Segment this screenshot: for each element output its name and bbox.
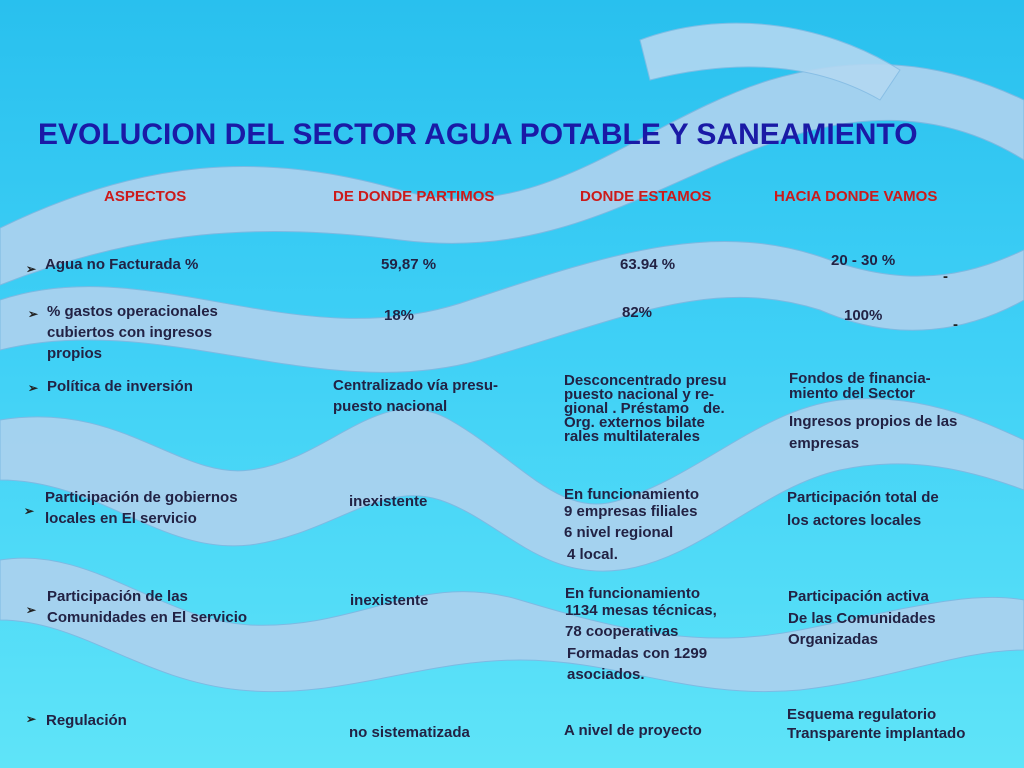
bullet-arrow-icon: ➢	[28, 307, 39, 321]
bullet-arrow-icon: ➢	[26, 603, 37, 617]
from-regulacion: no sistematizada	[349, 724, 470, 741]
to-politica-inversion-line: Ingresos propios de las	[789, 413, 958, 430]
aspect-gastos-operacionales-line: % gastos operacionales	[47, 303, 218, 320]
to-gobiernos-locales-line: Participación total de	[787, 489, 939, 506]
to-comunidades-line: Participación activa	[788, 588, 929, 605]
aspect-comunidades-line: Comunidades en El servicio	[47, 609, 248, 626]
aspect-agua-no-facturada: Agua no Facturada %	[45, 256, 199, 273]
to-regulacion-line: Esquema regulatorio	[787, 706, 937, 723]
header-hacia-donde-vamos: HACIA DONDE VAMOS	[774, 188, 938, 205]
now-agua-no-facturada: 63.94 %	[620, 256, 676, 273]
from-politica-inversion-line: puesto nacional	[333, 398, 448, 415]
page-title: EVOLUCION DEL SECTOR AGUA POTABLE Y SANEAMIENTO	[38, 118, 918, 151]
now-comunidades-line: En funcionamiento	[565, 585, 700, 602]
now-gobiernos-locales-line: 9 empresas filiales	[564, 503, 698, 520]
bullet-arrow-icon: ➢	[28, 381, 39, 395]
header-donde-estamos: DONDE ESTAMOS	[580, 188, 712, 205]
from-politica-inversion-line: Centralizado vía presu-	[333, 377, 499, 394]
now-gobiernos-locales-line: 6 nivel regional	[564, 524, 674, 541]
aspect-gobiernos-locales-line: locales en El servicio	[45, 510, 197, 527]
aspect-gastos-operacionales-line: cubiertos con ingresos	[47, 324, 213, 341]
now-comunidades-line: 78 cooperativas	[565, 623, 679, 640]
now-gastos-operacionales: 82%	[622, 304, 653, 321]
to-agua-no-facturada: 20 - 30 %	[831, 252, 896, 269]
now-politica-inversion-line: Org. externos bilate	[564, 414, 705, 431]
aspect-comunidades-line: Participación de las	[47, 588, 188, 605]
to-gastos-operacionales: 100%	[844, 307, 883, 324]
aspect-politica-inversion: Política de inversión	[47, 378, 193, 395]
now-comunidades-line: 1134 mesas técnicas,	[565, 602, 717, 619]
header-aspectos: ASPECTOS	[104, 188, 187, 205]
now-politica-inversion-line: gional . Préstamo	[564, 400, 690, 417]
now-comunidades-line: asociados.	[567, 666, 645, 683]
from-comunidades: inexistente	[350, 592, 429, 609]
to-politica-inversion-line: empresas	[789, 435, 860, 452]
to-comunidades-line: Organizadas	[788, 631, 879, 648]
to-politica-inversion-line: Fondos de financia-	[789, 370, 931, 387]
aspect-regulacion: Regulación	[46, 712, 127, 729]
to-politica-inversion-line: miento del Sector	[789, 385, 915, 402]
now-comunidades-line: Formadas con 1299	[567, 645, 708, 662]
dash-mark: -	[943, 268, 948, 285]
aspect-gastos-operacionales-line: propios	[47, 345, 102, 362]
now-gobiernos-locales-line: En funcionamiento	[564, 486, 699, 503]
now-regulacion: A nivel de proyecto	[564, 722, 702, 739]
dash-mark: -	[953, 316, 958, 333]
now-politica-inversion-line: Desconcentrado presu	[564, 372, 727, 389]
from-agua-no-facturada: 59,87 %	[381, 256, 437, 273]
from-gastos-operacionales: 18%	[384, 307, 415, 324]
to-gobiernos-locales-line: los actores locales	[787, 512, 922, 529]
from-gobiernos-locales: inexistente	[349, 493, 428, 510]
now-politica-inversion-line: puesto nacional y re-	[564, 386, 715, 403]
aspect-gobiernos-locales-line: Participación de gobiernos	[45, 489, 238, 506]
now-politica-inversion-line: rales multilaterales	[564, 428, 700, 445]
now-gobiernos-locales-line: 4 local.	[567, 546, 618, 563]
to-regulacion-line: Transparente implantado	[787, 725, 966, 742]
header-de-donde-partimos: DE DONDE PARTIMOS	[333, 188, 495, 205]
bullet-arrow-icon: ➢	[24, 504, 35, 518]
now-politica-inversion-line: de.	[703, 400, 725, 417]
to-comunidades-line: De las Comunidades	[788, 610, 936, 627]
bullet-arrow-icon: ➢	[26, 712, 37, 726]
bullet-arrow-icon: ➢	[26, 262, 37, 276]
